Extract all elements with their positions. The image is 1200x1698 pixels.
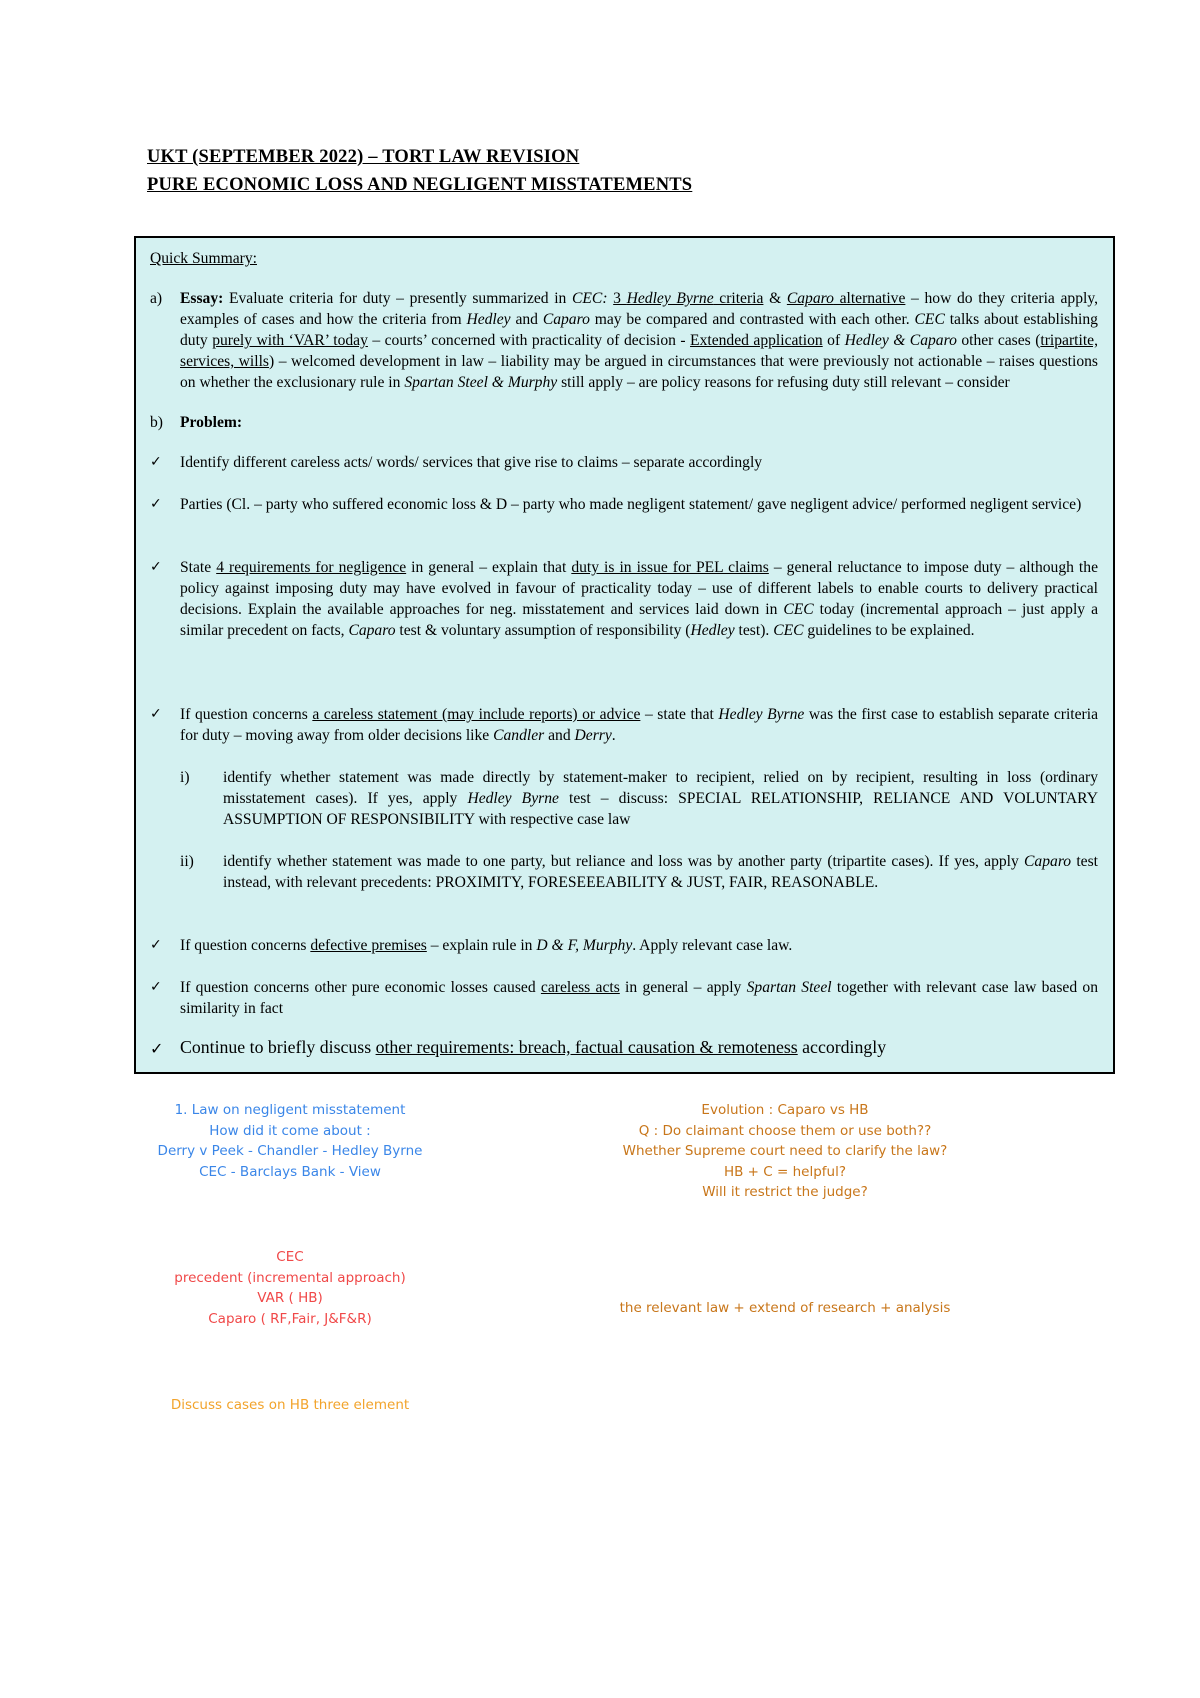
note-line: Whether Supreme court need to clarify the law? [622,1143,948,1159]
note-line: Derry v Peek - Chandler - Hedley Byrne [157,1143,423,1159]
note-line: Q : Do claimant choose them or use both?? [638,1122,932,1139]
text-run: still apply – are policy reasons for refusing duty still relevant – consider [557,374,1010,391]
text-run: Evaluate criteria for duty – presently summarized in [223,290,572,307]
note-line: Evolution : Caparo vs HB [701,1102,869,1118]
note-law-on-misstatement [130,1100,450,1182]
text-run: Hedley Byrne [467,790,559,807]
checkmark-icon: ✓ [150,559,162,575]
document-subtitle: PURE ECONOMIC LOSS AND NEGLIGENT MISSTATEMENTS [147,175,693,195]
text-run: and [510,311,543,328]
checkmark-icon: ✓ [150,937,162,953]
text-run: test instead, with relevant precedents: PROXIMITY, FORESEEEABILITY & JUST, FAIR, REASONABLE. [223,853,1098,891]
problem-item-6 [180,977,1098,1019]
text-run: other requirements: breach, factual causation & remoteness [375,1037,798,1057]
text-run: 3 [613,290,627,307]
text-run: CEC: [572,290,614,307]
text-run: test). [734,622,774,639]
problem-item-7 [180,1037,1098,1058]
essay-marker: a) [150,290,163,307]
text-run: criteria [713,290,764,307]
problem-item-3 [180,557,1098,641]
text-run: Derry [574,727,612,744]
checkmark-icon: ✓ [150,454,162,470]
problem-item-2: Parties (Cl. – party who suffered economic loss & D – party who made negligent statement/ gave negligent advice/ performed negligent service) [180,496,1082,513]
text-run: identify whether statement was made to one party, but reliance and loss was by another party (tripartite cases). If yes, apply [223,853,1025,870]
quick-summary-box [134,236,1115,1074]
text-run: . [611,727,616,744]
problem-label: Problem: [180,414,243,431]
text-run: may be compared and contrasted with each other. [589,311,915,328]
text-run: CEC [773,622,804,639]
text-run: ) – welcomed development in law – liability may be argued in circumstances that were previously not actionable – raises questions on whether the exclusionary rule in [180,353,1098,391]
text-run: Spartan Steel [746,979,832,996]
summary-heading: Quick Summary: [150,250,257,267]
text-run: Caparo [542,311,590,328]
note-cec-approaches [130,1247,450,1329]
essay-paragraph [180,288,1098,393]
text-run: If question concerns [180,937,311,954]
checkmark-icon: ✓ [150,979,162,995]
text-run: together with relevant case law based on similarity in fact [180,979,1098,1017]
text-run: tripartite, services, wills [180,332,1098,370]
text-run: State [180,559,217,576]
essay-label: Essay: [180,290,224,307]
text-run: and [544,727,575,744]
text-run: careless acts [540,979,620,996]
note-relevant-law: the relevant law + extend of research + analysis [619,1300,951,1316]
note-line: Caparo ( RF,Fair, J&F&R) [208,1310,372,1327]
text-run: a careless statement (may include reports) or advice [312,706,641,723]
note-discuss-cases: Discuss cases on HB three element [170,1397,410,1413]
text-run: in general – apply [619,979,747,996]
text-run: D & F, Murphy [536,937,633,954]
text-run: duty is in issue for PEL claims [571,559,769,576]
problem-item-5 [180,935,1098,956]
problem-marker: b) [150,414,163,431]
sub-item-marker: i) [180,769,190,786]
text-run: other cases ( [956,332,1041,349]
text-run: guidelines to be explained. [803,622,975,639]
text-run: alternative [833,290,906,307]
text-run: in general – explain that [406,559,572,576]
checkmark-icon: ✓ [150,706,162,722]
problem-item-4 [180,704,1098,746]
text-run: of [822,332,845,349]
text-run: Hedley Byrne [626,290,714,307]
text-run: & [763,290,787,307]
text-run: CEC [783,601,814,618]
text-run: If question concerns [180,706,313,723]
document-title: UKT (SEPTEMBER 2022) – TORT LAW REVISION [147,147,580,167]
text-run: was the first case to establish separate criteria for duty – moving away from older decisions like [180,706,1098,744]
text-run: – general reluctance to impose duty – although the policy against imposing duty may have evolved in favour of practicality today – use of different labels to enable courts to delivery practical decisions. Explain the available approaches for neg. misstatement and services laid down in [180,559,1098,618]
problem-item-1: Identify different careless acts/ words/ services that give rise to claims – separate accordingly [180,454,763,471]
note-evaluation [590,1100,980,1203]
text-run: Caparo [786,290,834,307]
text-run: defective premises [310,937,427,954]
text-run: CEC [914,311,945,328]
text-run: Candler [493,727,545,744]
note-line: precedent (incremental approach) [174,1269,406,1286]
text-run: Caparo [348,622,396,639]
text-run: If question concerns other pure economic losses caused [180,979,541,996]
note-line: How did it come about : [209,1122,371,1139]
text-run: Spartan Steel & Murphy [404,374,558,391]
note-line: VAR ( HB) [257,1290,323,1306]
sub-item-marker: ii) [180,853,194,870]
sub-item-i [223,767,1098,830]
text-run: Hedley [690,622,735,639]
sub-item-ii [223,851,1098,893]
text-run: – how do they criteria apply, examples of cases and how the criteria from [180,290,1099,328]
checkmark-icon: ✓ [150,496,162,512]
note-line: CEC - Barclays Bank - View [199,1163,381,1180]
text-run: . Apply relevant case law. [632,937,793,954]
text-run: test & voluntary assumption of responsibility ( [395,622,691,639]
text-run: Continue to briefly discuss [180,1037,376,1057]
text-run: purely with ‘VAR’ today [212,332,368,349]
text-run: talks about establishing duty [180,311,1098,349]
text-run: Caparo [1024,853,1072,870]
text-run: Hedley & Caparo [844,332,957,349]
text-run: – explain rule in [426,937,537,954]
note-line: HB + C = helpful? [723,1163,847,1180]
note-line: 1. Law on negligent misstatement [174,1102,406,1118]
note-line: CEC [276,1249,304,1265]
text-run: 4 requirements for negligence [216,559,407,576]
text-run: accordingly [797,1037,887,1057]
text-run: Extended application [690,332,823,349]
text-run: Hedley Byrne [718,706,805,723]
text-run: – courts’ concerned with practicality of decision - [367,332,691,349]
checkmark-icon: ✓ [150,1039,164,1058]
note-line: Will it restrict the judge? [702,1184,868,1200]
text-run: today (incremental approach – just apply a similar precedent on facts, [180,601,1098,639]
text-run: Hedley [466,311,511,328]
text-run: test – discuss: SPECIAL RELATIONSHIP, RELIANCE AND VOLUNTARY ASSUMPTION OF RESPONSIBILITY with respective case law [223,790,1098,828]
text-run: – state that [640,706,719,723]
text-run: identify whether statement was made directly by statement-maker to recipient, relied on by recipient, resulting in loss (ordinary misstatement cases). If yes, apply [223,769,1098,807]
